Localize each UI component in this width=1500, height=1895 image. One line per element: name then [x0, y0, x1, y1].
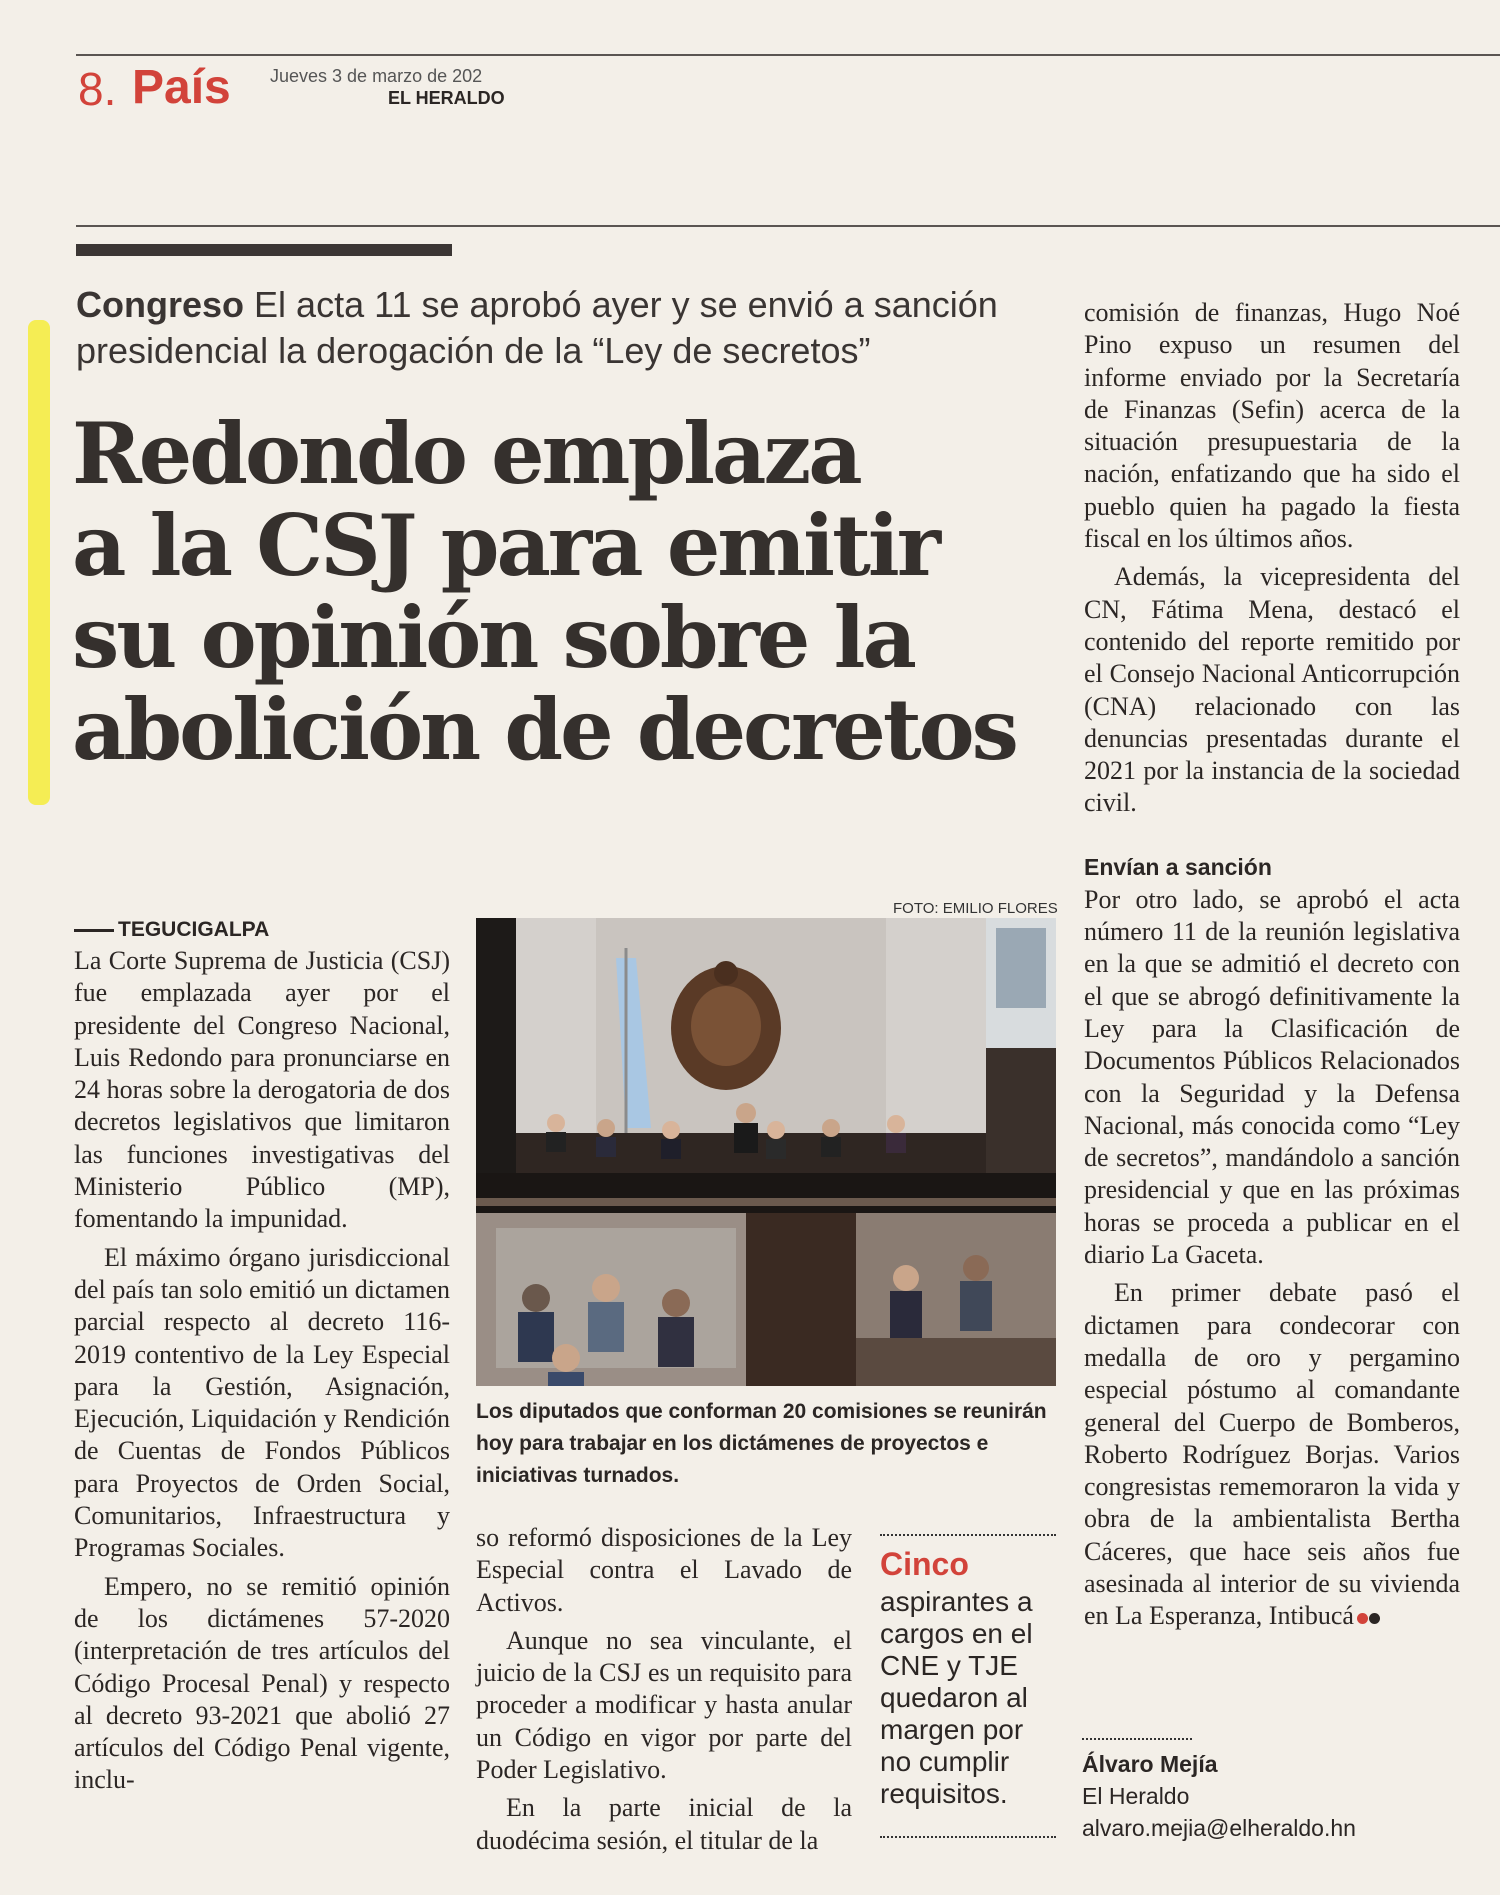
paragraph: comisión de finanzas, Hugo Noé Pino expuso un resumen del informe enviado por la Secretaría de Finanzas (Sefin) acerca de la situación presupuestaria de la nación, enfatizando que ha sido el pueblo quien ha pagado la fiesta fiscal en los últimos años. [1084, 298, 1460, 554]
highlighter-mark [28, 320, 50, 805]
dateline [74, 915, 450, 945]
sidebar-bottom-rule [880, 1836, 1056, 1838]
sidebar-number: Cinco [880, 1546, 969, 1582]
headline [72, 404, 1072, 779]
paragraph: Además, la vicepresidenta del CN, Fátima Mena, destacó el contenido del reporte remitido por el Consejo Nacional Anticorrupción (CNA) relacionado con las denuncias presentadas durante el 2021 por la instancia de la sociedad civil. [1084, 562, 1460, 818]
kicker [76, 282, 1066, 374]
sidebar-top-rule [880, 1534, 1056, 1536]
dateline-city: TEGUCIGALPA [118, 918, 270, 941]
body-column-2 [476, 1522, 852, 1857]
paragraph: Por otro lado, se aprobó el acta número 11 de la reunión legislativa en la que se admitió el decreto con el que se abrogó definitivamente la Ley para la Clasificación de Documentos Públicos Relacionados con la Seguridad y la Defensa Nacional, más conocida como “Ley de secretos”, mandándolo a sanción presidencial y que en las próximas horas se proceda a publicar en el diario La Gaceta. [1084, 884, 1460, 1270]
body-column-3 [1084, 297, 1460, 1633]
end-mark-icon [1357, 1613, 1368, 1624]
body-column-1 [74, 915, 450, 1797]
top-rule [76, 54, 1500, 56]
headline-line: su opinión sobre la [72, 588, 914, 687]
kicker-label: Congreso [76, 284, 245, 325]
byline-rule [1082, 1738, 1192, 1740]
header-bottom-rule [76, 225, 1500, 227]
paragraph: El máximo órgano jurisdiccional del país tan solo emitió un dictamen parcial respecto al decreto 116-2019 contentivo de la Ley Especial para la Gestión, Asignación, Ejecución, Liquidación y Rendición de Cuentas de Fondos Públicos para Proyectos de Orden Social, Comunitarios, Infraestructura y Programas Sociales. [74, 1242, 450, 1563]
issue-date: Jueves 3 de marzo de 202 [270, 66, 483, 86]
paragraph: En la parte inicial de la duodécima sesión, el titular de la [476, 1793, 852, 1855]
headline-line: abolición de decretos [72, 680, 1016, 779]
congress-photo [476, 918, 1056, 1386]
page-number: 8. [78, 63, 117, 115]
byline-newspaper: El Heraldo [1082, 1783, 1190, 1809]
photo-credit: FOTO: EMILIO FLORES [893, 900, 1058, 917]
subhead: Envían a sanción [1084, 853, 1272, 880]
byline-author: Álvaro Mejía [1082, 1751, 1218, 1777]
end-mark-icon [1369, 1613, 1380, 1624]
headline-bar [76, 244, 452, 256]
paragraph: La Corte Suprema de Justicia (CSJ) fue emplazada ayer por el presidente del Congreso Nacional, Luis Redondo para pronunciarse en 24 horas sobre la derogatoria de dos decretos legislativos que limitaron las funciones investigativas del Ministerio Público (MP), fomentando la impunidad. [74, 946, 450, 1234]
final-paragraph-text: En primer debate pasó el dictamen para condecorar con medalla de oro y pergamino especial póstumo al comandante general del Cuerpo de Bomberos, Roberto Rodríguez Borjas. Varios congresistas rememoraron la vida y obra de la ambientalista Bertha Cáceres, que hace seis años fue asesinada al interior de su vivienda en La Esperanza, Intibucá [1084, 1278, 1460, 1631]
paragraph [1084, 1277, 1460, 1632]
newspaper-name: EL HERALDO [388, 88, 505, 108]
photo-caption: Los diputados que conforman 20 comisiones se reunirán hoy para trabajar en los dictámenes de proyectos e iniciativas turnados. [476, 1400, 1047, 1487]
section-title: País [132, 61, 231, 114]
byline-email[interactable]: alvaro.mejia@elheraldo.hn [1082, 1815, 1356, 1841]
paragraph: Aunque no sea vinculante, el juicio de la CSJ es un requisito para proceder a modificar y hasta anular un Código en vigor por parte del Poder Legislativo. [476, 1625, 852, 1785]
kicker-text: El acta 11 se aprobó ayer y se envió a sanción presidencial la derogación de la “Ley de secretos” [76, 284, 998, 371]
headline-line: Redondo emplaza [72, 404, 860, 503]
paragraph: Empero, no se remitió opinión de los dictámenes 57-2020 (interpretación de tres artículos del Código Procesal Penal) y respecto al decreto 93-2021 que abolió 27 artículos del Código Penal vigente, inclu- [74, 1571, 450, 1795]
sidebar-text: aspirantes a cargos en el CNE y TJE quedaron al margen por no cumplir requisitos. [880, 1586, 1033, 1809]
headline-line: a la CSJ para emitir [72, 496, 939, 595]
paragraph: so reformó disposiciones de la Ley Especial contra el Lavado de Activos. [476, 1523, 852, 1617]
